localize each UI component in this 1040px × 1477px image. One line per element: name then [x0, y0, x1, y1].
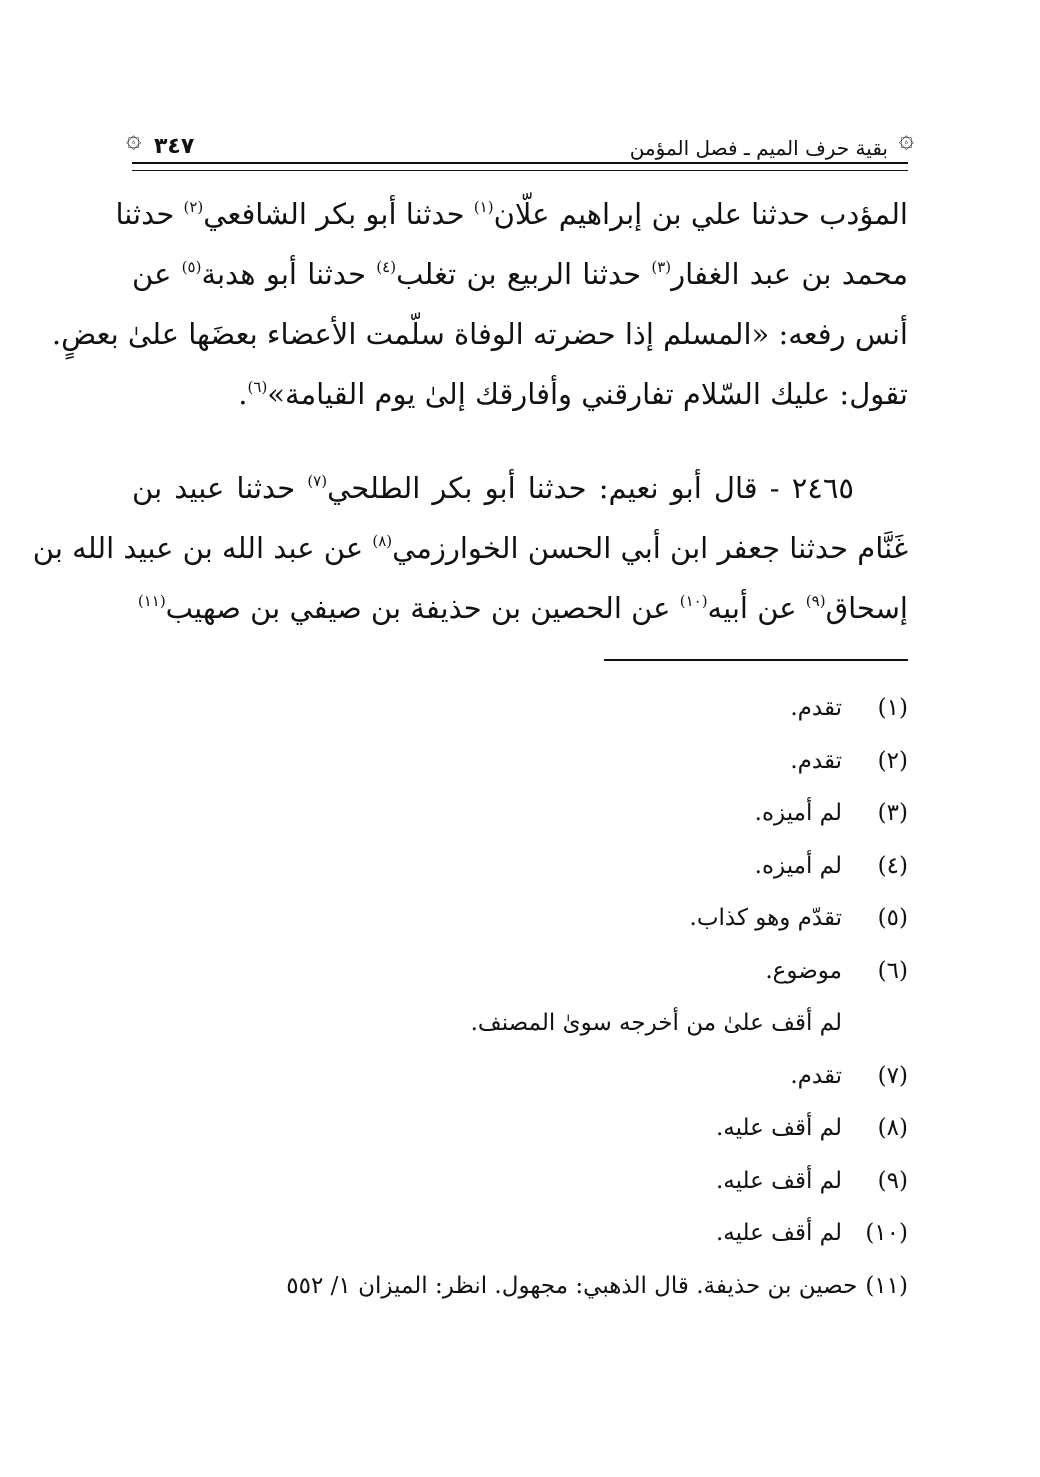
text-run: محمد بن عبد الغفار — [671, 257, 908, 291]
text-line — [115, 184, 908, 244]
footnote-item — [132, 1161, 908, 1214]
footnote-text: لم أقف عليه. — [715, 1115, 842, 1141]
footnote-text: حصين بن حذيفة. قال الذهبي: مجهول. انظر: الميزان ١/ ٥٥٢ — [286, 1272, 858, 1299]
footnote-item — [132, 1266, 908, 1319]
footnote-number: (١) — [877, 695, 908, 721]
footnote-number: (٩) — [877, 1167, 908, 1194]
footnote-number: (٢) — [877, 747, 908, 774]
ornament-icon: ۞ — [126, 124, 142, 154]
footnotes — [132, 688, 908, 1318]
footnote-item — [132, 951, 908, 1004]
header-rule — [132, 162, 908, 171]
footnote-ref: (٥) — [181, 258, 202, 276]
text-line — [132, 364, 908, 424]
footnote-text: لم أميزه. — [754, 852, 842, 879]
text-run: ٢٤٦٥ - قال أبو نعيم: حدثنا أبو بكر الطلحي — [327, 471, 854, 505]
text-line — [51, 304, 908, 364]
footnote-ref: (٦) — [247, 378, 268, 396]
text-run: غَنَّام حدثنا جعفر ابن أبي الحسن الخوارزمي — [392, 531, 908, 565]
footnote-ref: (٢) — [183, 198, 204, 216]
text-run: عن الحصين بن حذيفة بن صيفي بن صهيب — [165, 591, 680, 625]
footnote-number: (١٠) — [865, 1220, 908, 1246]
text-run: أنس رفعه: «المسلم إذا حضرته الوفاة سلّمت الأعضاء بعضَها علىٰ بعضٍ. — [51, 317, 908, 351]
text-line — [32, 518, 908, 578]
footnote-number: (٦) — [877, 957, 908, 984]
footnote-item — [132, 1056, 908, 1109]
footnote-text: موضوع. — [765, 957, 842, 984]
running-header — [126, 118, 914, 166]
footnote-ref: (٣) — [651, 258, 672, 276]
footnote-item — [132, 688, 908, 741]
footnote-ref: (٧) — [307, 472, 328, 490]
footnote-text: تقدم. — [790, 747, 842, 774]
footnote-text: لم أميزه. — [754, 800, 842, 826]
footnote-item — [132, 741, 908, 794]
text-run: عن — [132, 257, 182, 291]
text-run: حدثنا أبو هدبة — [201, 257, 377, 291]
header-title: بقية حرف الميم ـ فصل المؤمن — [629, 136, 888, 160]
footnote-number: (٧) — [877, 1062, 908, 1089]
text-run: عن أبيه — [707, 591, 806, 625]
text-line — [132, 244, 908, 304]
footnote-divider — [604, 659, 908, 661]
footnote-ref: (٤) — [376, 258, 397, 276]
hadith-paragraph — [32, 458, 908, 638]
footnote-text: لم أقف عليه. — [715, 1167, 842, 1194]
text-line — [132, 458, 908, 518]
text-line — [132, 578, 908, 638]
footnote-ref: (٨) — [372, 532, 393, 550]
page-number: ٣٤٧ — [154, 134, 195, 159]
footnote-item — [132, 1213, 908, 1266]
text-run: عن عبد الله بن عبيد الله بن — [32, 531, 373, 565]
footnote-ref: (١١) — [137, 592, 166, 610]
footnote-ref: (١٠) — [679, 592, 708, 610]
text-run: . — [238, 377, 248, 411]
footnote-item — [132, 793, 908, 846]
footnote-text: تقدم. — [790, 1062, 842, 1089]
footnote-text: تقدّم وهو كذاب. — [689, 905, 842, 931]
hadith-paragraph — [51, 184, 908, 424]
footnote-number: (٤) — [877, 852, 908, 879]
text-run: حدثنا الربيع بن تغلب — [396, 257, 652, 291]
ornament-icon: ۞ — [898, 124, 914, 154]
footnote-item — [132, 846, 908, 899]
footnote-item — [132, 1108, 908, 1161]
footnote-number: (٥) — [877, 905, 908, 931]
footnote-text: لم أقف عليه. — [715, 1220, 842, 1246]
footnote-number: (٣) — [877, 800, 908, 826]
footnote-text: تقدم. — [790, 695, 842, 721]
footnote-ref: (٩) — [805, 592, 826, 610]
footnote-item — [132, 898, 908, 951]
footnote-text: لم أقف علىٰ من أخرجه سوىٰ المصنف. — [470, 1010, 842, 1036]
text-run: تقول: عليك السّلام تفارقني وأفارقك إلىٰ يوم القيامة» — [267, 377, 908, 411]
text-run: المؤدب حدثنا علي بن إبراهيم علّان — [493, 197, 908, 231]
text-run: حدثنا — [115, 197, 184, 231]
text-run: حدثنا أبو بكر الشافعي — [203, 197, 474, 231]
footnote-ref: (١) — [473, 198, 494, 216]
footnote-number: (١١) — [865, 1272, 908, 1299]
footnote-number: (٨) — [877, 1115, 908, 1141]
text-run: إسحاق — [825, 591, 908, 625]
text-run: حدثنا عبيد بن — [132, 471, 308, 505]
footnote-item — [132, 1003, 908, 1056]
